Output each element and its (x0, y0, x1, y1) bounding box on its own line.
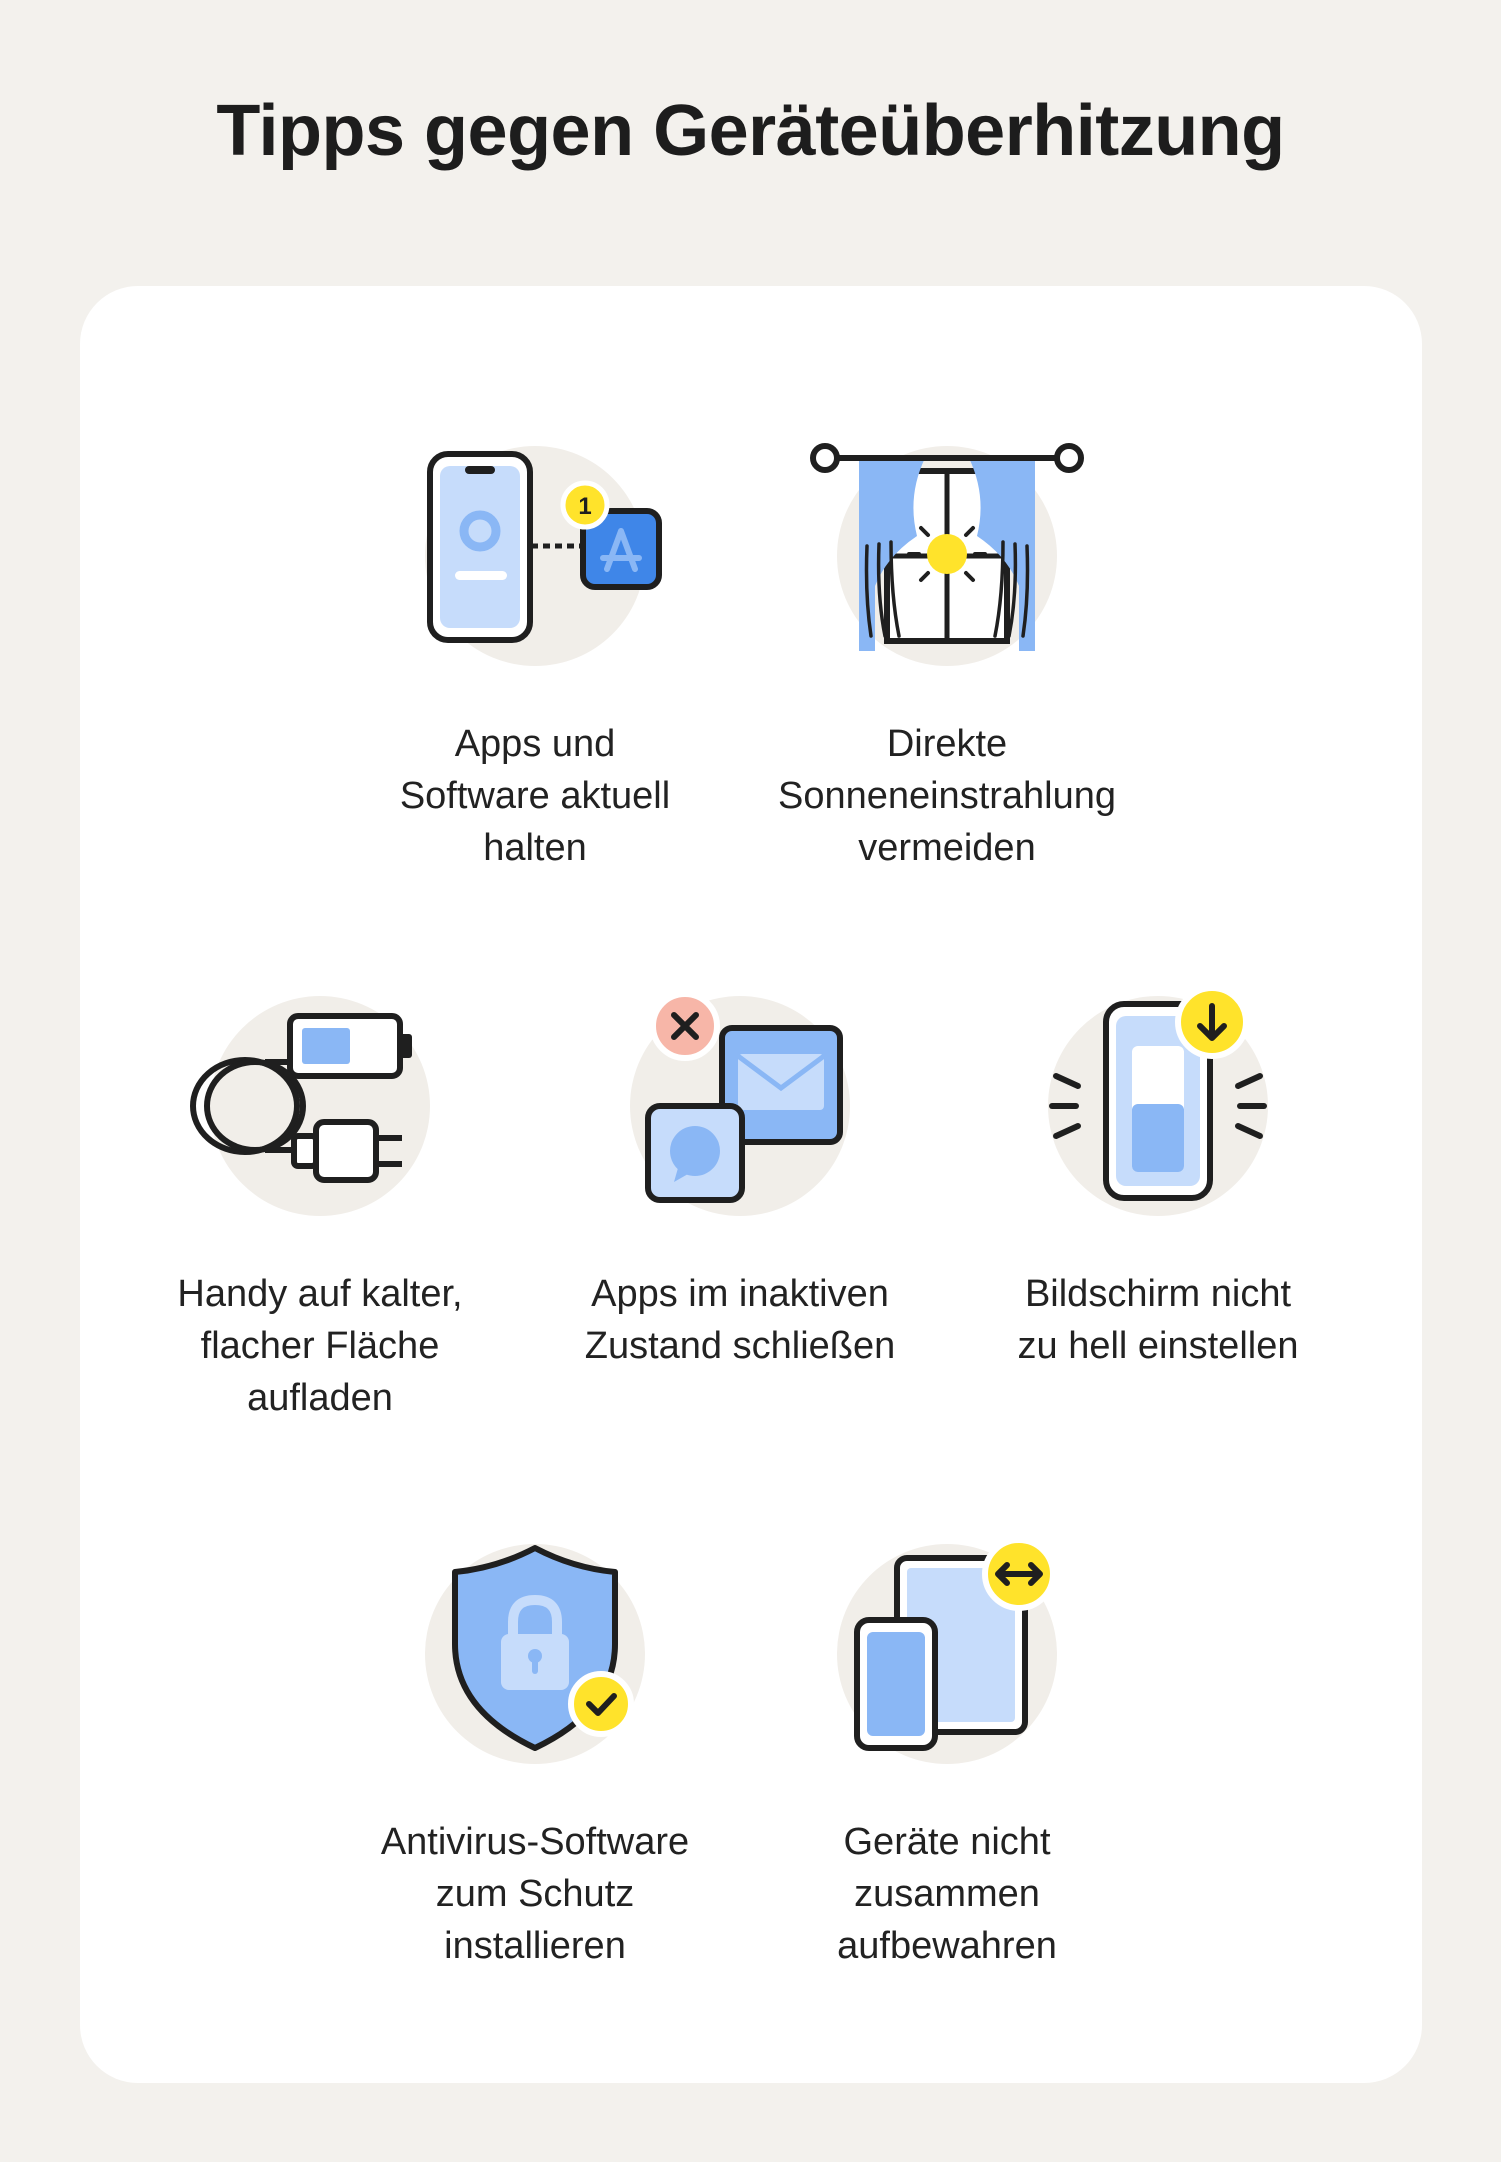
tip-devices-apart (757, 1534, 1137, 1972)
tip-caption: Apps im inaktiven Zustand schließen (584, 1273, 896, 1367)
tip-close-apps (550, 986, 930, 1372)
window-curtain-sun-icon (797, 436, 1097, 676)
tip-caption: Direkte Sonneneinstrahlung vermeiden (777, 723, 1117, 869)
tip-caption: Apps und Software aktuell halten (399, 723, 671, 869)
tip-avoid-sun (757, 436, 1137, 874)
tip-charge-cool (130, 986, 510, 1424)
update-badge: 1 (578, 493, 592, 520)
tip-update-apps (345, 436, 725, 874)
devices-apart-icon (797, 1534, 1097, 1774)
tip-antivirus (345, 1534, 725, 1972)
tips-card (80, 286, 1422, 2083)
battery-charger-icon (170, 986, 470, 1226)
tip-brightness (968, 986, 1348, 1372)
brightness-down-icon (1008, 986, 1308, 1226)
close-apps-icon (590, 986, 890, 1226)
page-title: Tipps gegen Geräteüberhitzung (216, 91, 1285, 171)
shield-lock-icon (385, 1534, 685, 1774)
tip-caption: Geräte nicht zusammen aufbewahren (837, 1821, 1057, 1967)
phone-app-update-icon (385, 436, 685, 676)
tip-caption: Antivirus-Software zum Schutz installieren (380, 1821, 690, 1967)
tip-caption: Bildschirm nicht zu hell einstellen (1017, 1273, 1299, 1367)
tip-caption: Handy auf kalter, flacher Fläche aufladen (177, 1273, 463, 1419)
